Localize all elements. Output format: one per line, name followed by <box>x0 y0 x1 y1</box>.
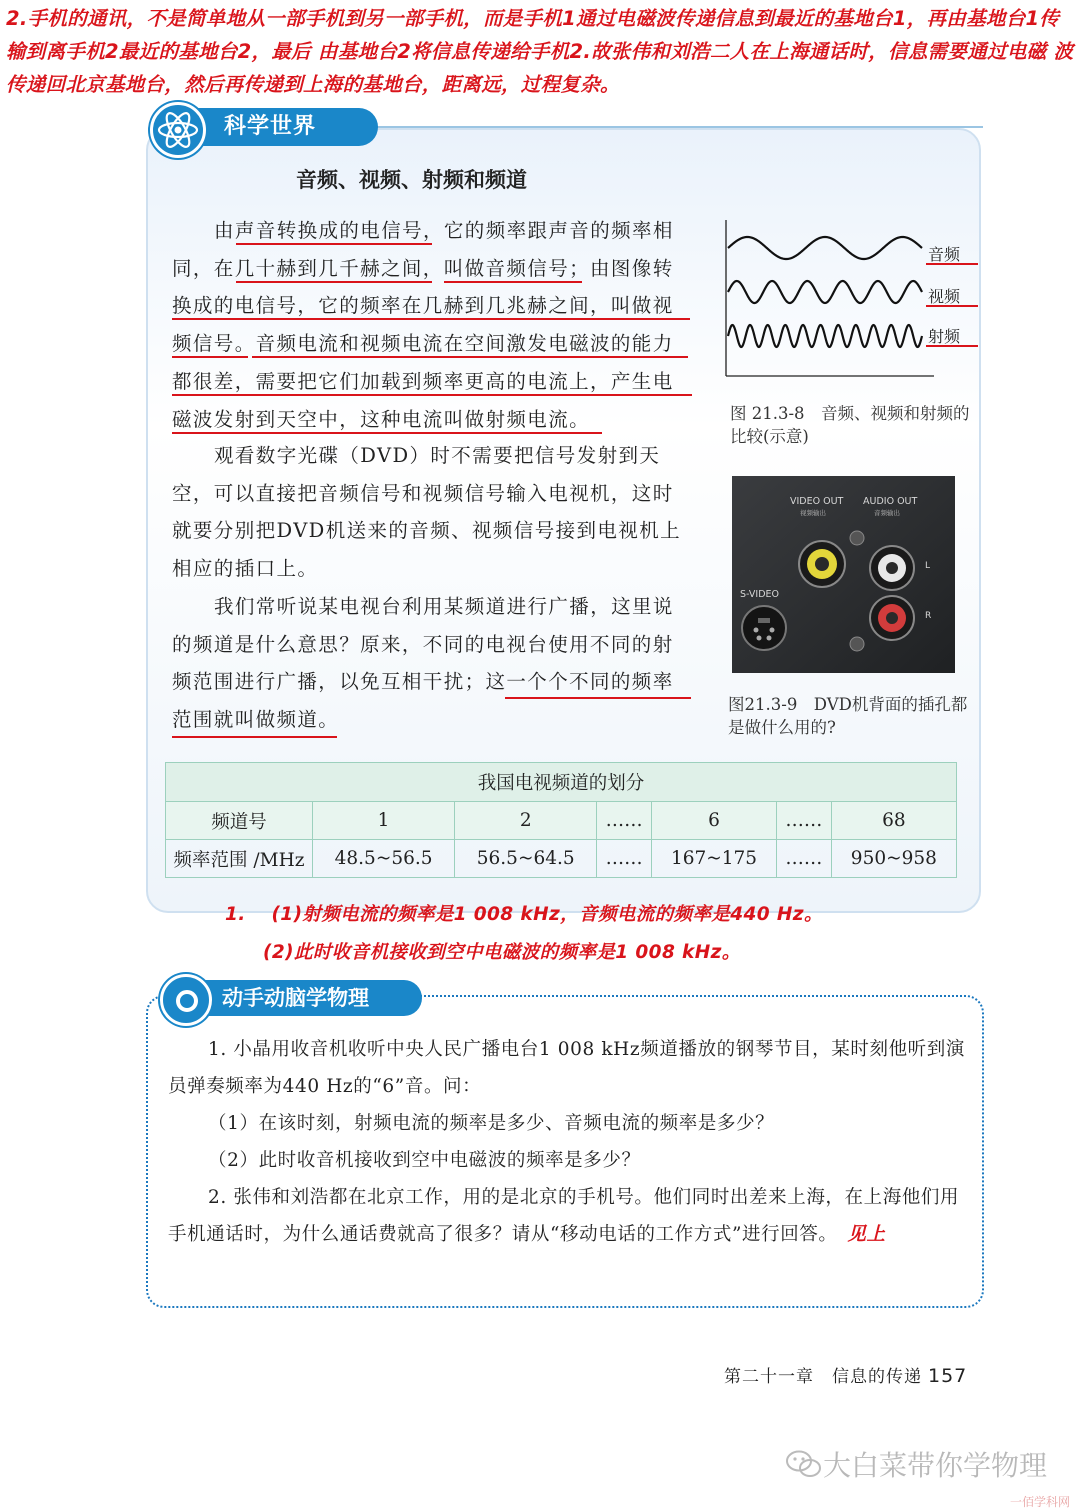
corner-mark: 一佰学科网 <box>1010 1495 1071 1509</box>
row-header: 频率范围 /MHz <box>166 840 313 878</box>
article-title: 音频、视频、射频和频道 <box>296 168 527 192</box>
table-cell: 1 <box>313 802 455 840</box>
handwritten-answer-2: (2)此时收音机接收到空中电磁波的频率是1 008 kHz。 <box>263 942 741 963</box>
video-wave-label: 视频 <box>928 287 961 306</box>
s-video-label: S-VIDEO <box>740 589 779 600</box>
table-cell: …… <box>777 840 832 878</box>
question-1: 1. 小晶用收音机收听中央人民广播电台1 008 kHz频道播放的钢琴节目，某时刻他听到演员弹奏频率为440 Hz的“6”音。问： <box>168 1039 965 1097</box>
video-out-cn-label: 视频输出 <box>800 509 826 517</box>
underline <box>172 432 602 434</box>
table-cell: 48.5~56.5 <box>313 840 455 878</box>
question-2-text: 2. 张伟和刘浩都在北京工作，用的是北京的手机号。他们同时出差来上海，在上海他们用手机通话时，为什么通话费就高了很多？请从“移动电话的工作方式”进行回答。 <box>168 1187 960 1245</box>
page-footer <box>724 1362 967 1387</box>
handwritten-answer-1: 1. (1)射频电流的频率是1 008 kHz，音频电流的频率是440 Hz。 <box>225 904 823 925</box>
underline <box>172 318 690 320</box>
audio-out-label: AUDIO OUT <box>863 496 918 507</box>
paragraph-3: 我们常听说某电视台利用某频道进行广播，这里说的频道是什么意思？原来，不同的电视台使用不同的射频范围进行广播，以免互相干扰；这一个个不同的频率范围就叫做频道。 <box>172 595 674 732</box>
science-world-label: 科学世界 <box>190 108 378 146</box>
rf-wave-label: 射频 <box>928 327 961 346</box>
question-1a: （1）在该时刻，射频电流的频率是多少、音频电流的频率是多少？ <box>208 1113 775 1134</box>
wave-comparison-figure <box>722 212 982 380</box>
chapter-title: 第二十一章 信息的传递 <box>724 1367 922 1387</box>
table-cell: 950~958 <box>831 840 956 878</box>
table-cell: 68 <box>831 802 956 840</box>
table-cell: …… <box>777 802 832 840</box>
table-row <box>166 840 957 878</box>
table-cell: 6 <box>651 802 776 840</box>
channel-table <box>165 762 957 878</box>
row-header: 频道号 <box>166 802 313 840</box>
underline <box>444 281 582 283</box>
paragraph-2: 观看数字光碟（DVD）时不需要把信号发射到天空，可以直接把音频信号和视频信号输入电视机，这时就要分别把DVD机送来的音频、视频信号接到电视机上相应的插口上。 <box>172 444 682 581</box>
table-cell: 167~175 <box>651 840 776 878</box>
table-cell: 56.5~64.5 <box>455 840 597 878</box>
handwritten-answer-q2: 见上 <box>847 1224 886 1245</box>
watermark <box>785 1444 1047 1484</box>
video-wave <box>728 281 922 303</box>
video-out-label: VIDEO OUT <box>790 496 844 507</box>
underline <box>172 356 248 358</box>
table-cell: 2 <box>455 802 597 840</box>
page-number: 157 <box>928 1365 968 1387</box>
audio-wave-label: 音频 <box>928 245 961 264</box>
target-icon-ring <box>176 990 198 1012</box>
underline <box>236 281 432 283</box>
activity-label: 动手动脑学物理 <box>196 980 422 1016</box>
underline <box>172 394 692 396</box>
underline <box>236 243 432 245</box>
right-channel-label: R <box>925 611 932 621</box>
figure-caption: 图21.3-9 DVD机背面的插孔都是做什么用的? <box>728 695 968 737</box>
dvd-back-panel-photo <box>732 476 955 673</box>
figure-caption: 图 21.3-8 音频、视频和射频的比较(示意) <box>730 404 970 446</box>
question-1b: （2）此时收音机接收到空中电磁波的频率是多少？ <box>208 1150 641 1171</box>
left-channel-label: L <box>925 561 931 571</box>
wechat-icon <box>785 1449 823 1479</box>
table-cell: …… <box>597 840 652 878</box>
underline <box>505 697 691 699</box>
atom-icon <box>150 102 206 158</box>
table-cell: …… <box>597 802 652 840</box>
s-video-jack <box>742 606 786 650</box>
table-title: 我国电视频道的划分 <box>166 763 957 802</box>
rf-wave <box>728 325 922 347</box>
target-icon <box>160 974 212 1026</box>
underline <box>252 356 688 358</box>
underline <box>172 736 337 738</box>
audio-wave <box>728 237 922 259</box>
paragraph-1: 由声音转换成的电信号，它的频率跟声音的频率相同，在几十赫到几千赫之间，叫做音频信号；由图像转换成的电信号，它的频率在几赫到几兆赫之间，叫做视频信号。音频电流和视频电流在空间激发电磁波的能力都很差，需要把它们加载到频率更高的电流上，产生电磁波发射到天空中，这种电流叫做射频电流。 <box>172 219 674 431</box>
audio-out-cn-label: 音频输出 <box>874 509 900 517</box>
table-row <box>166 802 957 840</box>
watermark-text: 大白菜带你学物理 <box>823 1449 1048 1482</box>
handwritten-note: 2.手机的通讯，不是简单地从一部手机到另一部手机，而是手机1通过电磁波传递信息到最近的基地台1，再由基地台1传输到离手机2最近的基地台2，最后 由基地台2将信息传递给手机2.故张伟和刘浩二人在上海通话时，信息需要通过电磁 波传递回北京基地台，然后再传递到上海的基地台，距离远，过程复杂。 <box>6 7 1074 96</box>
question-2 <box>168 1179 968 1253</box>
